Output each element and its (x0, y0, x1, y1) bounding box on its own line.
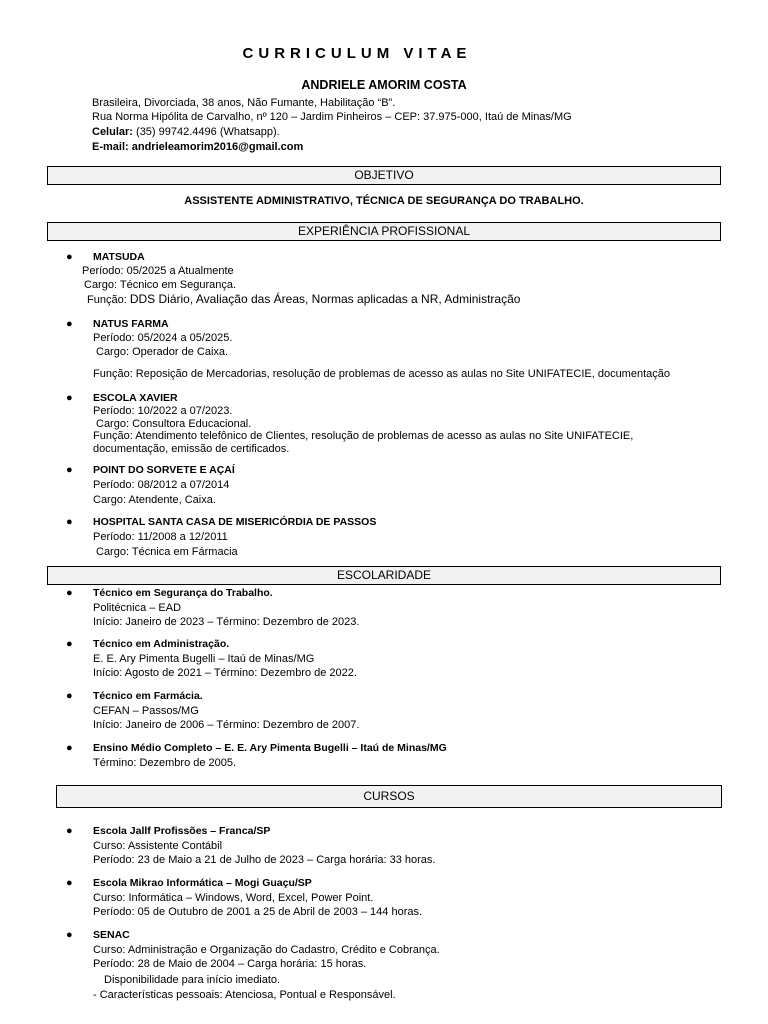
school: Politécnica – EAD (93, 601, 182, 614)
course-name: Técnico em Farmácia. (93, 690, 203, 702)
course-name: Curso: Assistente Contábil (93, 839, 223, 852)
period: Período: 05/2024 a 05/2025. (93, 332, 233, 344)
function (87, 292, 520, 307)
role: Cargo: Técnica em Fármacia (96, 546, 238, 558)
phone-value: (35) 99742.4496 (Whatsapp). (136, 126, 280, 138)
company-name: ESCOLA XAVIER (93, 392, 178, 404)
function: Função: Reposição de Mercadorias, resolução de problemas de acesso as aulas no Site UNIFATECIE, documentação (93, 368, 670, 380)
company-name: NATUS FARMA (93, 318, 169, 330)
section-experience: EXPERIÊNCIA PROFISSIONAL (47, 222, 721, 241)
section-education: ESCOLARIDADE (47, 566, 721, 585)
phone (92, 125, 280, 139)
role: Cargo: Consultora Educacional. (96, 417, 252, 430)
course-school: SENAC (93, 929, 130, 941)
email-label: E-mail: (92, 141, 129, 153)
address: Rua Norma Hipólita de Carvalho, nº 120 – Jardim Pinheiros – CEP: 37.975-000, Itaú de Minas/MG (92, 111, 572, 123)
dates: Início: Janeiro de 2023 – Término: Dezembro de 2023. (93, 616, 360, 628)
course-school: Escola Jallf Profissões – Franca/SP (93, 825, 271, 837)
course-period: Período: 28 de Maio de 2004 – Carga horária: 15 horas. (93, 958, 367, 970)
personal-traits: - Características pessoais: Atenciosa, Pontual e Responsável. (93, 989, 396, 1001)
role: Cargo: Operador de Caixa. (96, 346, 229, 358)
course-name: Técnico em Administração. (93, 638, 230, 650)
bullet-icon: ● (66, 638, 73, 650)
course-period: Período: 23 de Maio a 21 de Julho de 2023 – Carga horária: 33 horas. (93, 854, 436, 866)
period: Período: 05/2025 a Atualmente (82, 265, 234, 277)
email (92, 140, 303, 154)
bullet-icon: ● (66, 251, 73, 263)
document-title: CURRICULUM VITAE (242, 45, 472, 62)
bullet-icon: ● (66, 464, 73, 476)
school: CEFAN – Passos/MG (93, 704, 199, 717)
course-name: Curso: Informática – Windows, Word, Excel, Power Point. (93, 891, 374, 904)
bullet-icon: ● (66, 690, 73, 702)
dates: Término: Dezembro de 2005. (93, 757, 237, 769)
school: E. E. Ary Pimenta Bugelli – Itaú de Minas/MG (93, 652, 315, 665)
role: Cargo: Técnico em Segurança. (84, 279, 237, 291)
role: Cargo: Atendente, Caixa. (93, 494, 216, 506)
bullet-icon: ● (66, 825, 73, 837)
bullet-icon: ● (66, 929, 73, 941)
section-objective: OBJETIVO (47, 166, 721, 185)
course-name: Ensino Médio Completo – E. E. Ary Pimenta Bugelli – Itaú de Minas/MG (93, 742, 447, 754)
company-name: HOSPITAL SANTA CASA DE MISERICÓRDIA DE PASSOS (93, 516, 377, 528)
function: Função: Atendimento telefônico de Clientes, resolução de problemas de acesso as aulas no Site UNIFATECIE, (93, 430, 634, 442)
objective-text: ASSISTENTE ADMINISTRATIVO, TÉCNICA DE SEGURANÇA DO TRABALHO. (184, 195, 584, 207)
course-name: Técnico em Segurança do Trabalho. (93, 587, 273, 599)
company-name: POINT DO SORVETE E AÇAÍ (93, 464, 235, 476)
course-period: Período: 05 de Outubro de 2001 a 25 de Abril de 2003 – 144 horas. (93, 906, 423, 918)
course-name: Curso: Administração e Organização do Cadastro, Crédito e Cobrança. (93, 943, 440, 956)
bullet-icon: ● (66, 587, 73, 599)
bullet-icon: ● (66, 516, 73, 528)
bullet-icon: ● (66, 392, 73, 404)
dates: Início: Janeiro de 2006 – Término: Dezembro de 2007. (93, 719, 360, 731)
candidate-name: ANDRIELE AMORIM COSTA (301, 78, 467, 92)
function-text: DDS Diário, Avaliação das Áreas, Normas aplicadas a NR, Administração (129, 292, 521, 306)
availability-note: Disponibilidade para início imediato. (104, 974, 281, 986)
function-continued: documentação, emissão de certificados. (93, 442, 290, 455)
bullet-icon: ● (66, 877, 73, 889)
bullet-icon: ● (66, 742, 73, 754)
company-name: MATSUDA (93, 251, 145, 263)
personal-info: Brasileira, Divorciada, 38 anos, Não Fumante, Habilitação “B”. (92, 97, 396, 109)
period: Período: 10/2022 a 07/2023. (93, 405, 233, 417)
email-value: andrieleamorim2016@gmail.com (131, 141, 304, 153)
function-label: Função: (87, 294, 127, 306)
phone-label: Celular: (92, 126, 133, 138)
period: Período: 11/2008 a 12/2011 (93, 531, 228, 543)
period: Período: 08/2012 a 07/2014 (93, 479, 230, 491)
dates: Início: Agosto de 2021 – Término: Dezembro de 2022. (93, 667, 357, 679)
bullet-icon: ● (66, 318, 73, 330)
section-courses: CURSOS (56, 785, 722, 808)
course-school: Escola Mikrao Informática – Mogi Guaçu/SP (93, 877, 312, 889)
